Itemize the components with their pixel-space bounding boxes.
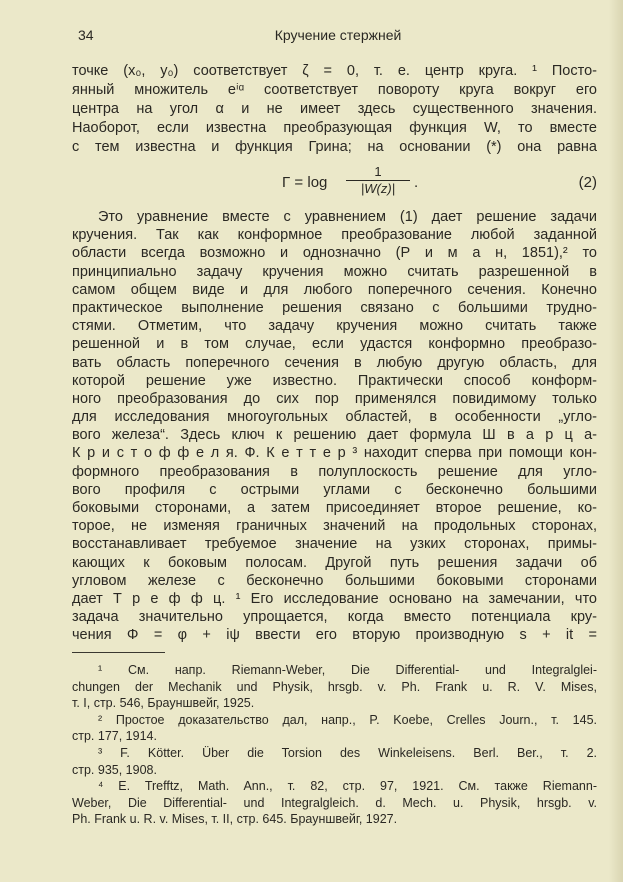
body-line: Наоборот, если известна преобразующая функция W, то вместе bbox=[72, 120, 597, 137]
footnote-line: ² Простое доказательство дал, напр., P. Koebe, Crelles Journ., т. 145. bbox=[98, 712, 597, 727]
body-line: дает Т р е ф ф ц. ¹ Его исследование основано на замечании, что bbox=[72, 590, 597, 607]
body-line: угловом железе с бесконечно большими боковыми сторонами bbox=[72, 572, 597, 589]
body-line: которой решение уже известно. Практически способ конформ- bbox=[72, 372, 597, 389]
equation-period: . bbox=[414, 174, 419, 191]
fraction-denominator: |W(z)| bbox=[360, 181, 396, 196]
footnote-line: стр. 935, 1908. bbox=[72, 762, 157, 777]
page-number: 34 bbox=[78, 27, 94, 43]
footnote-line: ³ F. Kötter. Über die Torsion des Winkeleisens. Berl. Ber., т. 2. bbox=[98, 745, 597, 760]
footnote-line: Weber, Die Differential- und Integralgleich. d. Mech. u. Physik, hrsgb. v. bbox=[72, 795, 597, 810]
body-line: кручения. Так как конформное преобразование любой заданной bbox=[72, 227, 597, 244]
body-line: для исследования многоугольных областей, в особенности „угло- bbox=[72, 409, 597, 426]
body-line: ного преобразования до сих пор применялся повидимому только bbox=[72, 390, 597, 407]
page-edge-shadow bbox=[609, 0, 623, 882]
body-line: практическое выполнение решения связано с большими трудно- bbox=[72, 299, 597, 316]
body-line: принципиально задачу кручения можно считать разрешенной в bbox=[72, 263, 597, 280]
paragraph-1 bbox=[72, 62, 597, 157]
body-line: Это уравнение вместе с уравнением (1) дает решение задачи bbox=[98, 209, 597, 225]
body-line: формного преобразования в полуплоскость решение для угло- bbox=[72, 463, 597, 480]
footnote-line: chungen der Mechanik und Physik, hrsgb. v. Ph. Frank u. R. V. Mises, bbox=[72, 679, 597, 694]
running-title: Кручение стержней bbox=[274, 27, 402, 43]
body-line: кающих к боковым полосам. Другой путь решения задачи об bbox=[72, 554, 597, 571]
body-line: области всегда возможно и однозначно (Р и м а н, 1851),² то bbox=[72, 245, 597, 262]
body-line: янный множитель eⁱᵅ соответствует повороту круга вокруг его bbox=[72, 82, 597, 99]
body-line: вого железа“. Здесь ключ к решению дает формула Ш в а р ц а- bbox=[72, 427, 597, 444]
body-line: центра на угол α и не имеет здесь существенного значения. bbox=[72, 101, 597, 118]
body-line: торое, не изменяя граничных значений на продольных сторонах, bbox=[72, 518, 597, 535]
footnote-line: т. I, стр. 546, Брауншвейг, 1925. bbox=[72, 696, 255, 711]
fraction-numerator: 1 bbox=[346, 164, 410, 181]
equation-lhs: Γ = log bbox=[282, 174, 328, 191]
footnote-line: ⁴ E. Trefftz, Math. Ann., т. 82, стр. 97, 1921. См. также Riemann- bbox=[98, 779, 597, 794]
equation-2 bbox=[72, 164, 597, 200]
footnotes bbox=[72, 662, 597, 828]
paragraph-2 bbox=[72, 208, 597, 645]
body-line: К р и с т о ф ф е л я. Ф. К е т т е р ³ находит сперва при помощи кон- bbox=[72, 445, 597, 462]
footnote-divider bbox=[72, 652, 165, 653]
footnote-line: Ph. Frank u. R. v. Mises, т. II, стр. 645. Брауншвейг, 1927. bbox=[72, 812, 398, 827]
body-line: решенной и в том случае, если удастся конформно преобразо- bbox=[72, 336, 597, 353]
body-line: вого профиля с острыми углами с бесконечно большими bbox=[72, 481, 597, 498]
body-line: точке (x₀, y₀) соответствует ζ = 0, т. е. центр круга. ¹ Посто- bbox=[72, 63, 597, 79]
equation-fraction bbox=[346, 164, 410, 197]
body-line: с тем известна и функция Грина; на основании (*) она равна bbox=[72, 139, 597, 156]
body-line: самом общем виде и для любого поперечного сечения. Конечно bbox=[72, 281, 597, 298]
equation-number: (2) bbox=[578, 174, 597, 191]
body-line: задача значительно упрощается, когда вместо потенциала кру- bbox=[72, 609, 597, 626]
body-line: стями. Отметим, что задачу кручения можно считать также bbox=[72, 318, 597, 335]
footnote-line: ¹ См. напр. Riemann-Weber, Die Differential- und Integralglei- bbox=[98, 663, 597, 677]
body-line: восстанавливает требуемое значение на узких сторонах, примы- bbox=[72, 536, 597, 553]
body-line: вать область поперечного сечения в любую другую область, для bbox=[72, 354, 597, 371]
footnote-line: стр. 177, 1914. bbox=[72, 729, 157, 744]
body-line: чения Φ = φ + iψ ввести его вторую производную s + it = bbox=[72, 627, 597, 644]
body-line: боковыми сторонами, а затем присоединяет второе решение, ко- bbox=[72, 500, 597, 516]
page-header bbox=[78, 27, 598, 47]
